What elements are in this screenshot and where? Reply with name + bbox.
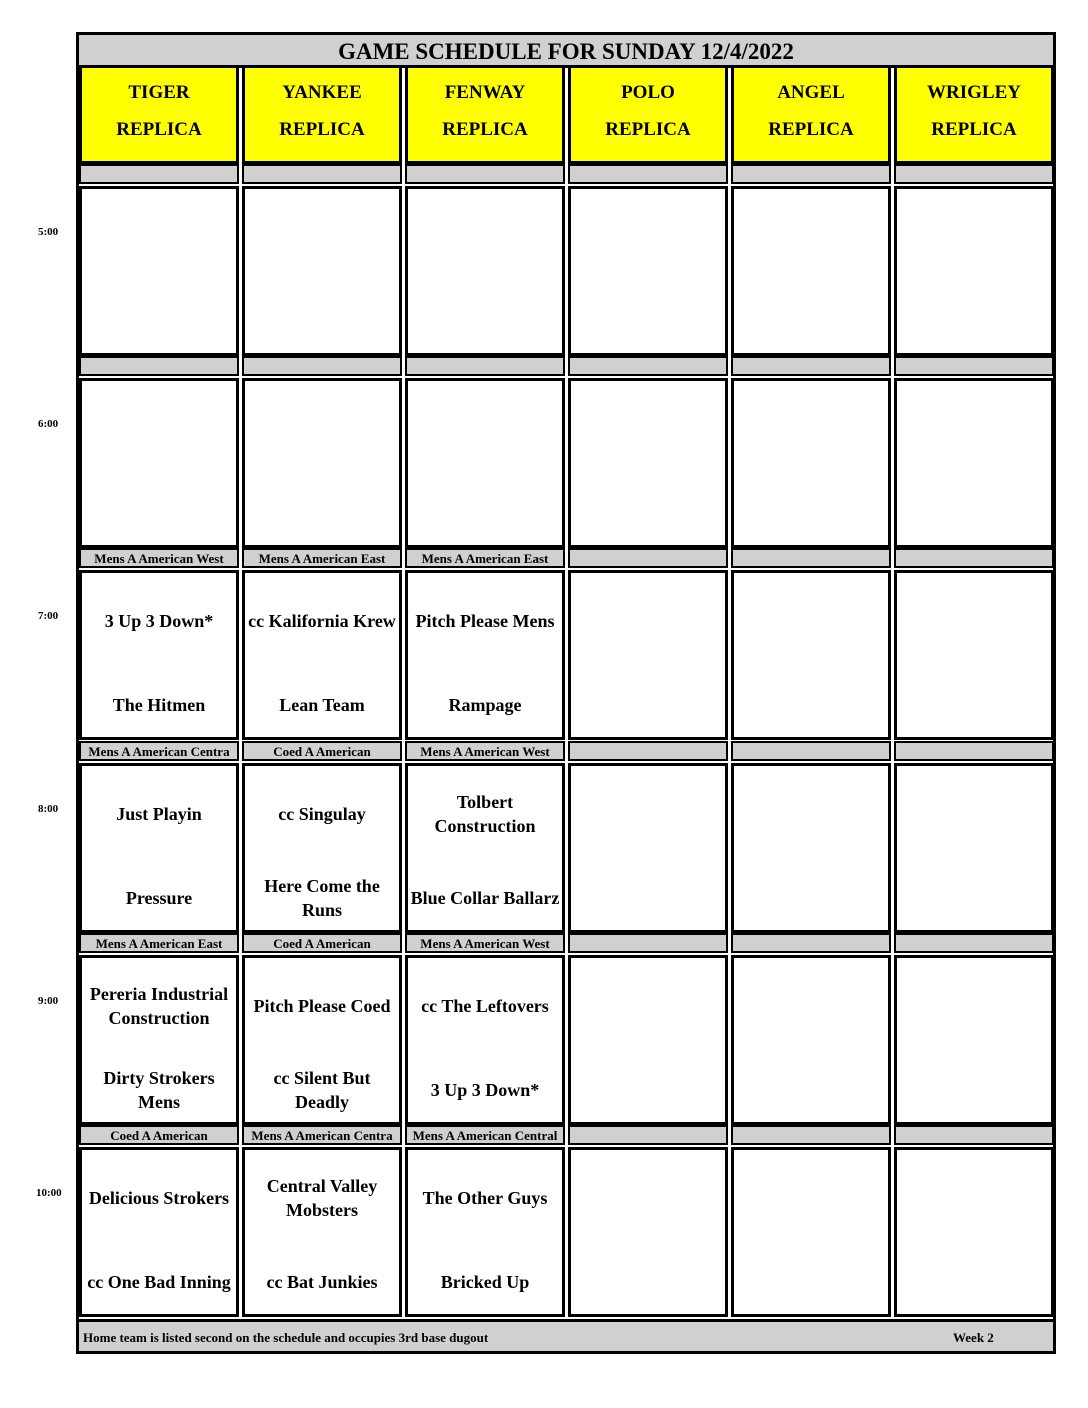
division-label: Mens A American East	[242, 548, 402, 568]
division-label	[731, 933, 891, 953]
game-cell	[894, 1147, 1054, 1317]
game-cell	[242, 570, 402, 740]
game-cell	[568, 955, 728, 1125]
field-subtitle: REPLICA	[116, 119, 202, 140]
time-label: 6:00	[38, 418, 59, 430]
division-label	[405, 164, 565, 184]
game-cell	[79, 1147, 239, 1317]
division-label: Mens A American East	[79, 933, 239, 953]
division-label: Coed A American	[79, 1125, 239, 1145]
field-header	[731, 68, 891, 164]
away-team: Central Valley Mobsters	[266, 1176, 378, 1220]
field-name: WRIGLEY	[927, 82, 1021, 103]
time-label: 7:00	[38, 610, 59, 622]
game-cell	[242, 186, 402, 356]
division-label	[731, 741, 891, 761]
field-header	[79, 68, 239, 164]
division-label: Mens A American Central	[405, 1125, 565, 1145]
home-team: Pressure	[125, 888, 193, 908]
division-label	[568, 164, 728, 184]
game-cell	[242, 763, 402, 933]
game-cell	[731, 378, 891, 548]
division-label	[894, 741, 1054, 761]
week-label: Week 2	[953, 1330, 994, 1345]
field-name: YANKEE	[282, 82, 362, 103]
game-cell	[242, 378, 402, 548]
game-cell	[731, 186, 891, 356]
game-cell	[405, 955, 565, 1125]
field-name: FENWAY	[444, 82, 526, 103]
division-label: Mens A American East	[405, 548, 565, 568]
division-label	[242, 164, 402, 184]
schedule-sheet	[76, 32, 1056, 1354]
game-cell	[894, 186, 1054, 356]
home-team: Lean Team	[279, 695, 365, 715]
home-team: Blue Collar Ballarz	[410, 888, 560, 908]
home-team: Bricked Up	[440, 1272, 530, 1292]
game-cell	[405, 378, 565, 548]
game-cell	[79, 378, 239, 548]
game-cell	[731, 570, 891, 740]
division-label	[568, 356, 728, 376]
game-cell	[242, 1147, 402, 1317]
field-subtitle: REPLICA	[931, 119, 1017, 140]
time-label: 10:00	[36, 1187, 62, 1199]
division-label: Coed A American	[242, 741, 402, 761]
field-column	[731, 68, 894, 1318]
game-cell	[731, 955, 891, 1125]
field-subtitle: REPLICA	[279, 119, 365, 140]
field-subtitle: REPLICA	[605, 119, 691, 140]
game-cell	[731, 763, 891, 933]
home-team: 3 Up 3 Down*	[430, 1080, 540, 1100]
field-subtitle: REPLICA	[768, 119, 854, 140]
division-label: Coed A American	[242, 933, 402, 953]
field-header	[894, 68, 1054, 164]
field-header	[568, 68, 728, 164]
division-label	[731, 1125, 891, 1145]
page-title: GAME SCHEDULE FOR SUNDAY 12/4/2022	[79, 35, 1053, 68]
division-label	[568, 741, 728, 761]
game-cell	[568, 763, 728, 933]
division-label	[731, 548, 891, 568]
division-label: Mens A American West	[79, 548, 239, 568]
game-cell	[568, 186, 728, 356]
division-label	[894, 356, 1054, 376]
division-label: Mens A American Centra	[79, 741, 239, 761]
division-label	[731, 356, 891, 376]
division-label: Mens A American West	[405, 933, 565, 953]
game-cell	[894, 570, 1054, 740]
away-team: The Other Guys	[422, 1188, 548, 1208]
field-name: TIGER	[128, 82, 190, 103]
away-team: Pitch Please Coed	[253, 996, 391, 1016]
field-column	[405, 68, 568, 1318]
away-team: Delicious Strokers	[88, 1188, 230, 1208]
division-label	[731, 164, 891, 184]
home-team: Here Come the Runs	[264, 876, 380, 920]
game-cell	[405, 570, 565, 740]
away-team: 3 Up 3 Down*	[104, 611, 214, 631]
away-team: cc The Leftovers	[421, 996, 549, 1016]
division-label	[242, 356, 402, 376]
division-label	[894, 164, 1054, 184]
field-column	[894, 68, 1057, 1318]
game-cell	[894, 378, 1054, 548]
division-label: Mens A American West	[405, 741, 565, 761]
away-team: cc Kalifornia Krew	[248, 611, 396, 631]
division-label	[79, 356, 239, 376]
field-column	[568, 68, 731, 1318]
away-team: Just Playin	[116, 804, 202, 824]
division-label: Mens A American Centra	[242, 1125, 402, 1145]
game-cell	[405, 1147, 565, 1317]
field-column	[79, 68, 242, 1318]
time-label: 8:00	[38, 803, 59, 815]
home-team: Dirty Strokers Mens	[103, 1068, 215, 1112]
division-label	[405, 356, 565, 376]
division-label	[894, 1125, 1054, 1145]
division-label	[894, 933, 1054, 953]
away-team: Tolbert Construction	[434, 792, 536, 836]
home-team: cc Silent But Deadly	[273, 1068, 371, 1112]
home-team: cc One Bad Inning	[87, 1272, 231, 1292]
division-label	[79, 164, 239, 184]
game-cell	[79, 186, 239, 356]
time-label: 5:00	[38, 226, 59, 238]
field-name: POLO	[621, 82, 675, 103]
home-team: Rampage	[448, 695, 522, 715]
field-subtitle: REPLICA	[442, 119, 528, 140]
time-label: 9:00	[38, 995, 59, 1007]
game-cell	[405, 186, 565, 356]
footer-note: Home team is listed second on the schedule and occupies 3rd base dugout	[83, 1330, 489, 1345]
game-cell	[79, 570, 239, 740]
game-cell	[405, 763, 565, 933]
game-cell	[568, 570, 728, 740]
game-cell	[242, 955, 402, 1125]
field-header	[242, 68, 402, 164]
game-cell	[894, 763, 1054, 933]
home-team: cc Bat Junkies	[266, 1272, 378, 1292]
division-label	[568, 933, 728, 953]
away-team: cc Singulay	[278, 804, 366, 824]
division-label	[568, 1125, 728, 1145]
game-cell	[79, 955, 239, 1125]
game-cell	[568, 378, 728, 548]
game-cell	[894, 955, 1054, 1125]
game-cell	[731, 1147, 891, 1317]
field-header	[405, 68, 565, 164]
game-cell	[568, 1147, 728, 1317]
division-label	[894, 548, 1054, 568]
field-column	[242, 68, 405, 1318]
division-label	[568, 548, 728, 568]
game-cell	[79, 763, 239, 933]
away-team: Pereria Industrial Construction	[89, 984, 229, 1028]
away-team: Pitch Please Mens	[415, 611, 555, 631]
footer-bar	[79, 1319, 1053, 1351]
field-name: ANGEL	[777, 82, 845, 103]
home-team: The Hitmen	[112, 695, 206, 715]
